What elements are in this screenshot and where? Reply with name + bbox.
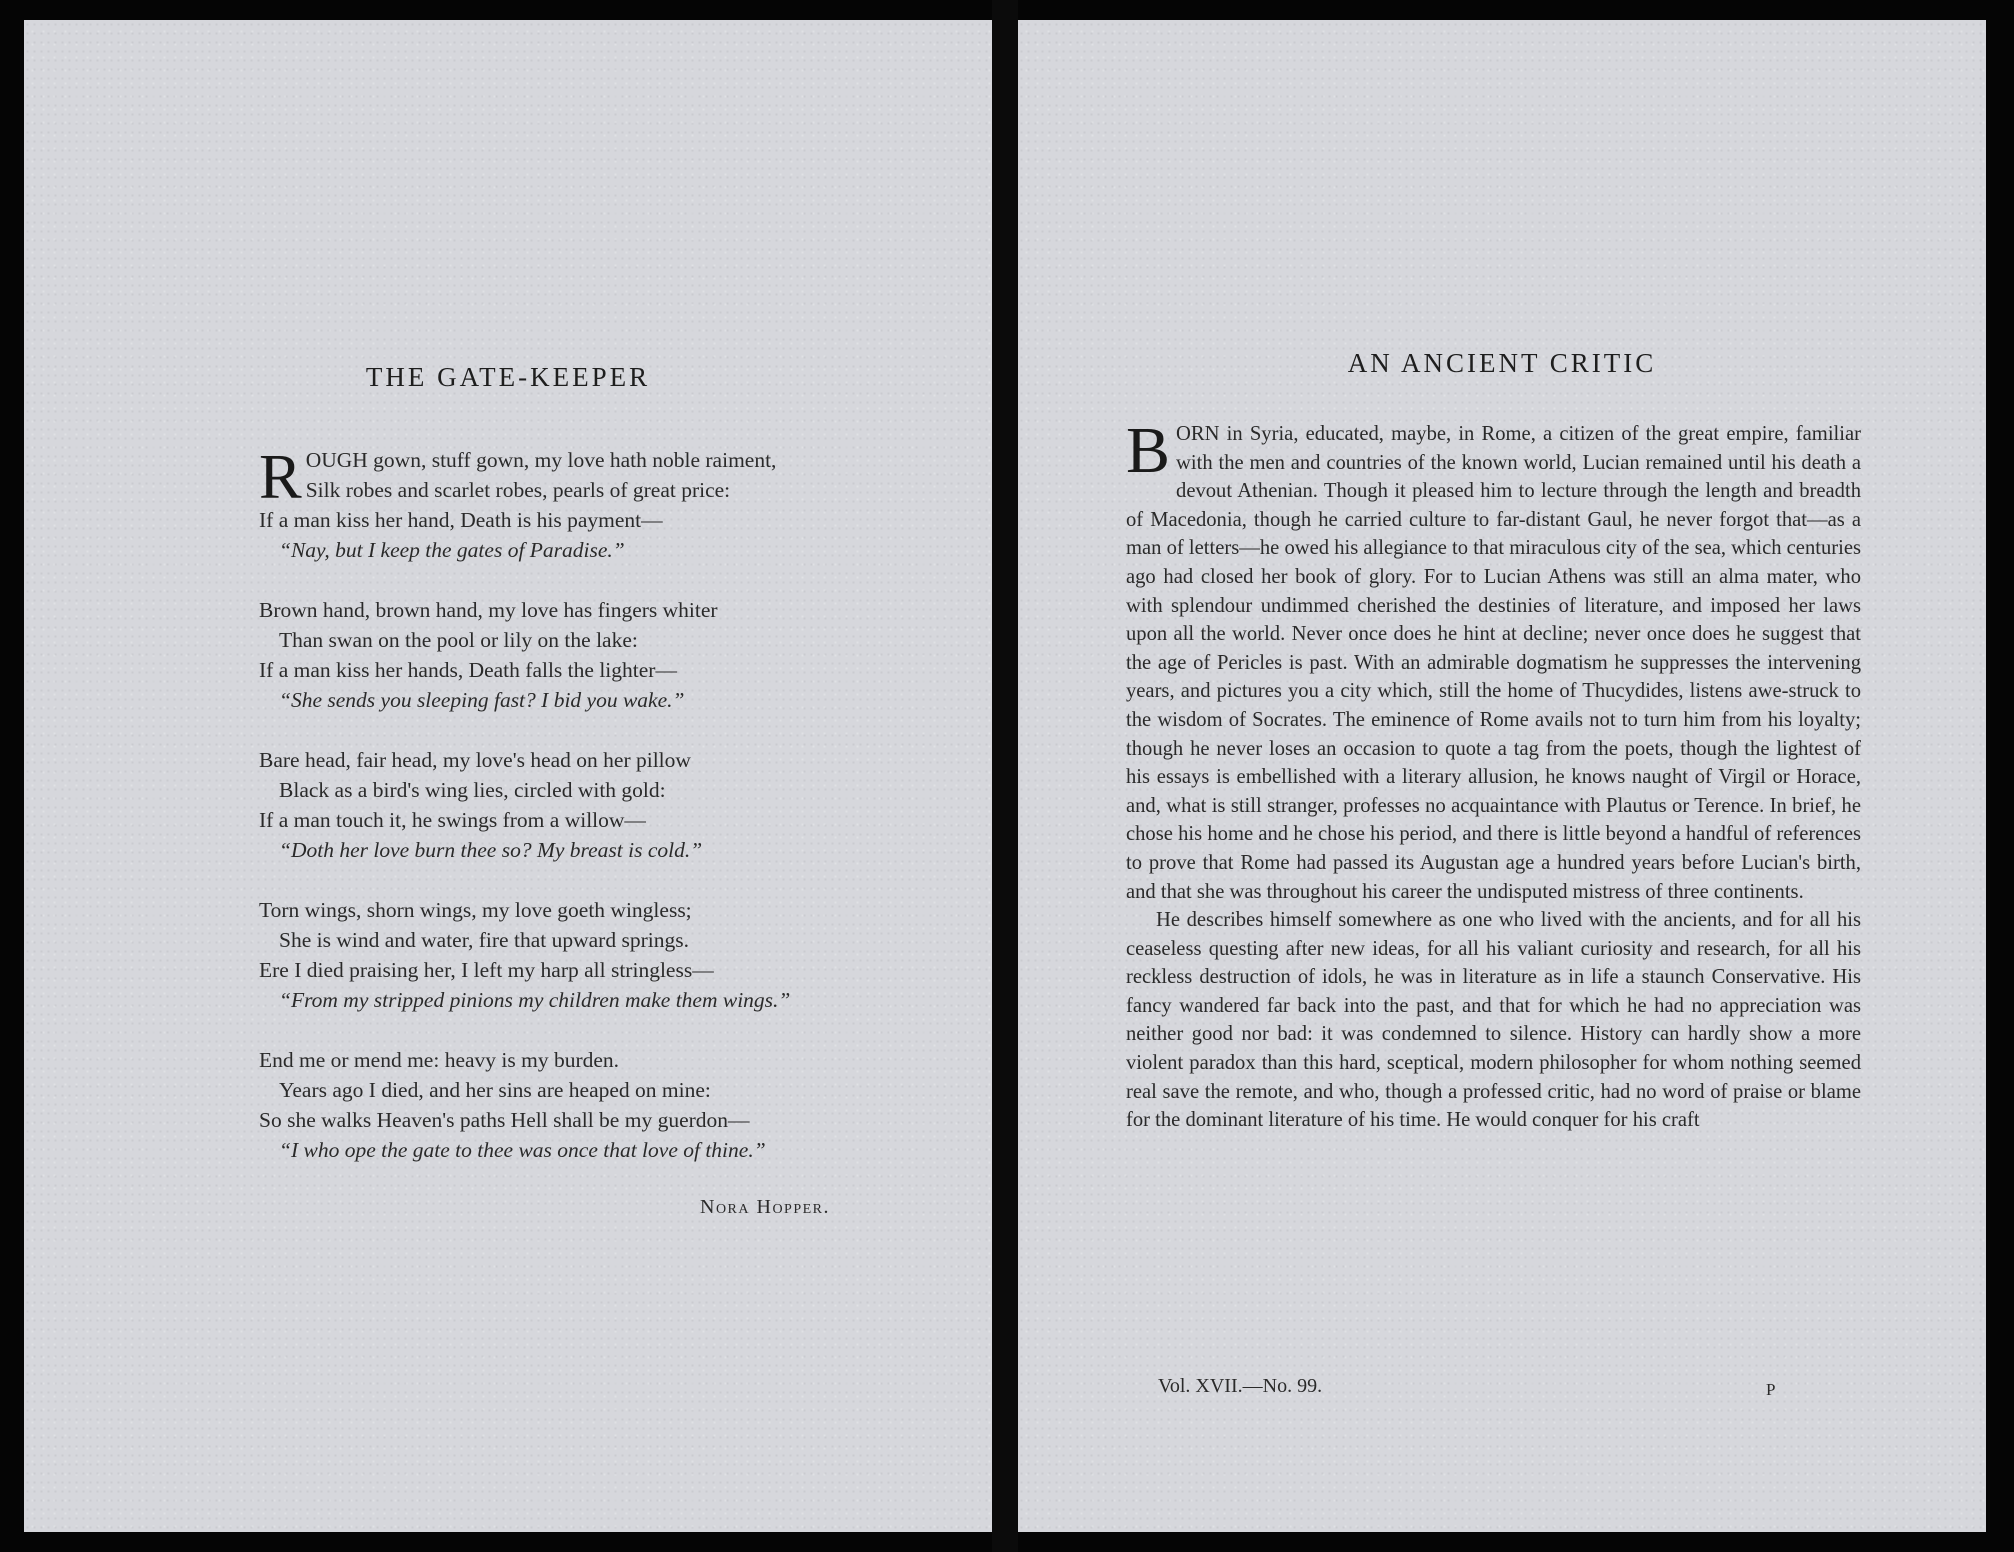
essay-paragraph-1 [1126, 414, 1861, 906]
right-page [1018, 20, 1986, 1532]
stanza-5 [259, 1045, 899, 1165]
poem-line: Ere I died praising her, I left my harp all stringless— [259, 958, 714, 982]
poem-title: THE GATE-KEEPER [365, 362, 651, 392]
poem-line: “Nay, but I keep the gates of Paradise.” [279, 538, 625, 562]
poem-line: If a man touch it, he swings from a willow— [259, 808, 646, 832]
drop-cap: R [259, 441, 302, 512]
paragraph-text: ORN in Syria, educated, maybe, in Rome, a citizen of the great empire, familiar with the men and countries of the known world, Lucian remained until his death a devout Athenian. Though it pleased him to lecture through the length and breadth of Macedonia, though he carried culture to far-distant Gaul, he never forgot that—as a man of letters—he owed his allegiance to that miraculous city of the sea, which centuries ago had closed her book of glory. For to Lucian Athens was still an alma mater, who with splendour undimmed cherished the destinies of literature, and imposed her laws upon all the world. Never once does he hint at decline; never once does he suggest that the age of Pericles is past. With an admirable dogmatism he suppresses the intervening years, and pictures you a city which, still the home of Thucydides, listens awe-struck to the wisdom of Socrates. The eminence of Rome avails not to turn him from his loyalty; though he never loses an occasion to quote a tag from the poets, though the lightest of his essays is embellished with a literary allusion, he knows naught of Virgil or Horace, and, what is still stranger, professes no acquaintance with Plautus or Terence. In brief, he chose his home and he chose his period, and there is little beyond a handful of references to prove that Rome had passed its Augustan age a hundred years before Lucian's birth, and that she was throughout his career the undisputed mistress of three continents. [1126, 423, 1861, 903]
drop-cap: B [1126, 414, 1171, 487]
poem-line: If a man kiss her hands, Death falls the lighter— [259, 658, 677, 682]
stanza-3 [259, 745, 899, 865]
poem-line: Silk robes and scarlet robes, pearls of great price: [305, 478, 731, 502]
essay-title: AN ANCIENT CRITIC [1347, 348, 1657, 378]
poem-body [259, 441, 899, 1195]
poem-line: “I who ope the gate to thee was once that love of thine.” [279, 1138, 766, 1162]
poem-line: Brown hand, brown hand, my love has fingers whiter [259, 598, 718, 622]
author-signature: Nora Hopper. [700, 1196, 831, 1218]
poem-line: Torn wings, shorn wings, my love goeth wingless; [259, 898, 692, 922]
poem-line: She is wind and water, fire that upward springs. [279, 928, 689, 952]
essay-body [1126, 414, 1861, 1135]
poem-line: Years ago I died, and her sins are heaped on mine: [279, 1078, 711, 1102]
signature-mark: P [1766, 1380, 1776, 1399]
poem-line: Than swan on the pool or lily on the lake: [279, 628, 638, 652]
poem-line: Bare head, fair head, my love's head on her pillow [259, 748, 691, 772]
stanza-1 [259, 441, 899, 565]
stanza-2 [259, 595, 899, 715]
volume-footer: Vol. XVII.—No. 99. [1158, 1375, 1323, 1397]
poem-line: OUGH gown, stuff gown, my love hath noble raiment, [305, 448, 777, 472]
left-page [24, 20, 992, 1532]
essay-paragraph-2: He describes himself somewhere as one who lived with the ancients, and for all his ceaseless questing after new ideas, for all his valiant curiosity and research, for all his reckless destruction of idols, he was in literature as in life a staunch Conservative. His fancy wandered far back into the past, and that for which he had no appreciation was neither good nor bad: it was condemned to silence. History can hardly show a more violent paradox than this hard, sceptical, modern philosopher for whom nothing seemed real save the remote, and who, though a professed critic, had no word of praise or blame for the dominant literature of his time. He would conquer for his craft [1126, 909, 1861, 1132]
poem-line: “Doth her love burn thee so? My breast is cold.” [279, 838, 703, 862]
stanza-4 [259, 895, 899, 1015]
book-spine [992, 0, 1018, 1552]
poem-line: So she walks Heaven's paths Hell shall be my guerdon— [259, 1108, 750, 1132]
poem-line: If a man kiss her hand, Death is his payment— [259, 508, 663, 532]
poem-line: “From my stripped pinions my children make them wings.” [279, 988, 791, 1012]
poem-line: End me or mend me: heavy is my burden. [259, 1048, 620, 1072]
poem-line: “She sends you sleeping fast? I bid you wake.” [279, 688, 685, 712]
poem-line: Black as a bird's wing lies, circled with gold: [279, 778, 666, 802]
